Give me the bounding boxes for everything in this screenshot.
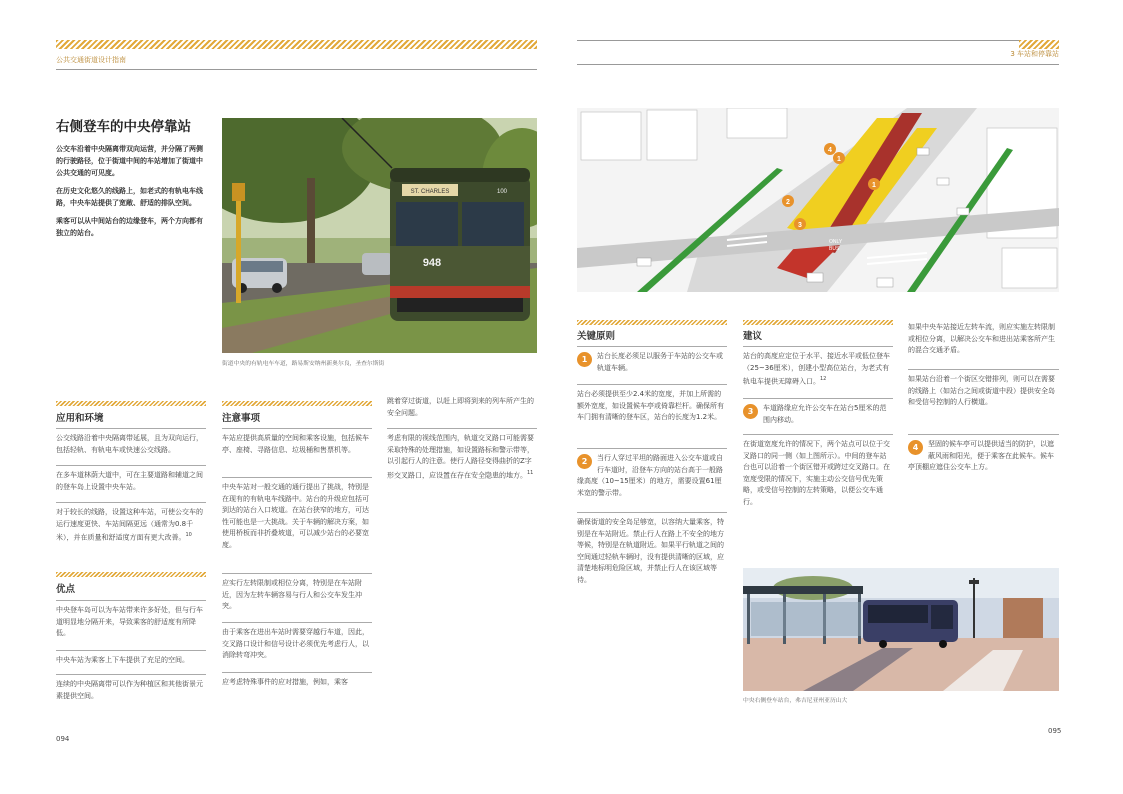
header-rule-top bbox=[577, 40, 1019, 41]
streetcar-photo-svg bbox=[222, 118, 537, 353]
principle-paragraph: 站台必须提供至少2.4米的宽度，并加上所需的额外宽度，如设置候车亭或倚靠栏杆。确保所有车门拥有清晰的登车区，站台的长度为1.2米。 bbox=[577, 384, 727, 424]
principle-text: 当行人穿过平坦的路面进入公交车道或自行车道时，沿登车方向的站台高于一般路缘高度（10~15厘米）的地方，需要设置61厘米宽的警示带。 bbox=[577, 454, 723, 497]
bus-station-photo-svg bbox=[743, 568, 1059, 691]
tram-roof-number: 100 bbox=[496, 189, 508, 195]
number-badge: 2 bbox=[577, 454, 592, 469]
diagram-callout-2: 2 bbox=[786, 199, 790, 206]
section-title-key-principles: 关键原则 bbox=[577, 331, 616, 342]
diagram-callout-4: 4 bbox=[828, 147, 832, 154]
applications-paragraph: 公交线路沿着中央隔离带延展，且为双向运行，包括轻轨、有轨电车或快速公交线路。 bbox=[56, 428, 206, 456]
page-number: 095 bbox=[1048, 727, 1062, 735]
reference-mark: 11 bbox=[527, 469, 534, 476]
advantages-paragraph: 中央登车岛可以为车站带来许多好处，但与行车道明显地分隔开来，导致乘客的舒适度有所降低。 bbox=[56, 600, 206, 640]
section-hatch bbox=[222, 401, 372, 406]
suggestion-paragraph-text: 站台的高度应定位于水平、接近水平或低位登车（25~36厘米），创建小型高位站台，为老式有轨电车提供无障碍入口。 bbox=[743, 352, 890, 386]
section-title-advantages: 优点 bbox=[56, 584, 76, 595]
diagram-callout-1: 1 bbox=[872, 182, 876, 189]
continued-paragraph-text: 考虑有限的视线范围内，轨道交叉路口可能需要采取特殊的处理措施，如设置路标和警示带等，以引起行人的注意。使行人路径变得曲折的Z字形交叉路口，应设置在存在安全隐患的地方。 bbox=[387, 434, 534, 480]
page-number: 094 bbox=[56, 735, 70, 743]
bus-station-photo bbox=[743, 568, 1059, 691]
third-column-paragraph: 如果站台沿着一个街区交错排列，则可以在需要的线路上（如站台之间或街道中段）提供安全岛和受信号控制的人行横道。 bbox=[908, 369, 1059, 409]
section-title-notes: 注意事项 bbox=[222, 413, 261, 424]
diagram-callout-3: 3 bbox=[798, 222, 802, 229]
notes-paragraph: 中央车站对一般交通的通行提出了挑战，特别是在现有的有轨电车线路中。站台的升级应包括可到达的站台入口坡道。在站台狭窄的地方，可达性可能也是一大挑战。关于车辆的解决方案，如使用桥板而非折叠坡道，可以减少站台的必要宽度。 bbox=[222, 477, 372, 552]
continued-paragraph bbox=[387, 428, 537, 482]
road-marking-only: ONLY bbox=[829, 239, 843, 245]
suggestion-paragraph: 在街道宽度允许的情况下，两个站点可以位于交叉路口的同一侧（如上图所示）。中间的登车站台也可以沿着一个街区错开或跨过交叉路口。在宽度受限的情况下，实施主动公交信号优先策略，或受信号控制的左转策略，以便公交车通行。 bbox=[743, 434, 893, 509]
section-hatch bbox=[577, 320, 727, 325]
header-hatch-bar bbox=[56, 40, 537, 49]
applications-paragraph-text: 对于较长的线路，设置这种车站，可使公交车的运行速度更快、车站间隔更远（通常为0.8千米），并在质量和舒适度方面有更大改善。 bbox=[56, 508, 203, 542]
station-diagram bbox=[577, 108, 1059, 292]
number-badge: 4 bbox=[908, 440, 923, 455]
continued-paragraph: 跳着穿过街道，以赶上即将到来的列车所产生的安全问题。 bbox=[387, 397, 534, 417]
left-page bbox=[0, 0, 561, 794]
photo-caption: 街道中央的有轨电车车道，路易斯安纳州新奥尔良，圣查尔斯街 bbox=[222, 361, 385, 367]
running-header: 公共交通街道设计指南 bbox=[56, 56, 126, 64]
running-header: 3 车站和停靠站 bbox=[1010, 50, 1059, 58]
reference-mark: 10 bbox=[185, 532, 192, 539]
principle-item-2 bbox=[577, 448, 727, 499]
page-title: 右侧登车的中央停靠站 bbox=[56, 119, 191, 135]
photo-caption: 中央右侧登车站台，弗吉尼亚州亚历山大 bbox=[743, 698, 848, 704]
tram-number: 948 bbox=[422, 257, 442, 269]
suggestion-paragraph bbox=[743, 346, 893, 388]
advantages-paragraph: 连续的中央隔离带可以作为种植区和其他街景元素提供空间。 bbox=[56, 674, 206, 702]
intro-text bbox=[56, 143, 208, 239]
notes-paragraph: 由于乘客在进出车站时需要穿越行车道，因此，交叉路口设计和信号设计必须优先考虑行人，以消除转弯冲突。 bbox=[222, 622, 372, 662]
suggestion-text: 车道路缘应允许公交车在站台5厘米的范围内移动。 bbox=[763, 404, 887, 424]
section-title-suggestions: 建议 bbox=[743, 331, 763, 342]
intro-paragraph: 公交车沿着中央隔离带双向运营，并分隔了两侧的行驶路径，位于街道中间的车站增加了街道中公共交通的可见度。 bbox=[56, 145, 203, 177]
section-hatch bbox=[743, 320, 893, 325]
suggestion-item-3 bbox=[743, 398, 893, 426]
diagram-callout-1: 1 bbox=[837, 156, 841, 163]
streetcar-photo bbox=[222, 118, 537, 353]
header-rule bbox=[577, 64, 1059, 65]
intro-paragraph: 在历史文化悠久的线路上，如老式的有轨电车线路，中央车站提供了宽敞、舒适的排队空间。 bbox=[56, 187, 203, 207]
tram-destination-sign: ST. CHARLES bbox=[410, 189, 450, 195]
applications-paragraph bbox=[56, 502, 206, 544]
header-rule bbox=[56, 69, 537, 70]
suggestion-item-4 bbox=[908, 434, 1059, 474]
section-title-applications: 应用和环境 bbox=[56, 413, 104, 424]
applications-paragraph: 在多车道林荫大道中，可在主要道路和辅道之间的登车岛上设置中央车站。 bbox=[56, 465, 206, 493]
road-marking-bus: BUS bbox=[829, 246, 840, 252]
notes-paragraph: 车站应提供高质量的空间和乘客设施，包括候车亭、座椅、寻路信息、垃圾桶和售票机等。 bbox=[222, 428, 372, 456]
section-hatch bbox=[56, 572, 206, 577]
station-diagram-svg bbox=[577, 108, 1059, 292]
notes-paragraph: 应实行左转限制或相位分离，特别是在车站附近，因为左转车辆容易与行人和公交车发生冲突。 bbox=[222, 573, 372, 613]
third-column-paragraph: 如果中央车站接近左转车流，则应实施左转限制或相位分离，以解决公交车和进出站乘客所产生的混合交通矛盾。 bbox=[908, 323, 1055, 355]
advantages-paragraph: 中央车站为乘客上下车提供了充足的空间。 bbox=[56, 650, 206, 667]
principle-text: 站台长度必须足以服务于车站的公交车或轨道车辆。 bbox=[597, 352, 723, 372]
right-page bbox=[561, 0, 1123, 794]
principle-paragraph: 确保街道的安全岛足够宽，以容纳大量乘客，特别是在车站附近。禁止行人在路上不安全的地方等候，特别是在轨道附近。如果平行轨道之间的空间通过轻轨车辆时，没有提供清晰的区域，应清楚地标明危险区域，并禁止行人在该区域等待。 bbox=[577, 512, 727, 587]
header-hatch-bar bbox=[1019, 40, 1059, 49]
suggestion-text: 坚固的候车亭可以提供适当的防护，以遮蔽风雨和阳光，便于乘客在此候车。候车亭顶棚应遮住公交车上方。 bbox=[908, 440, 1054, 472]
number-badge: 1 bbox=[577, 352, 592, 367]
number-badge: 3 bbox=[743, 404, 758, 419]
principle-item-1 bbox=[577, 346, 727, 374]
section-hatch bbox=[56, 401, 206, 406]
intro-paragraph: 乘客可以从中间站台的边缘登车，两个方向都有独立的站台。 bbox=[56, 217, 203, 237]
notes-paragraph: 应考虑特殊事件的应对措施，例如，乘客 bbox=[222, 672, 372, 689]
reference-mark: 12 bbox=[820, 376, 827, 383]
